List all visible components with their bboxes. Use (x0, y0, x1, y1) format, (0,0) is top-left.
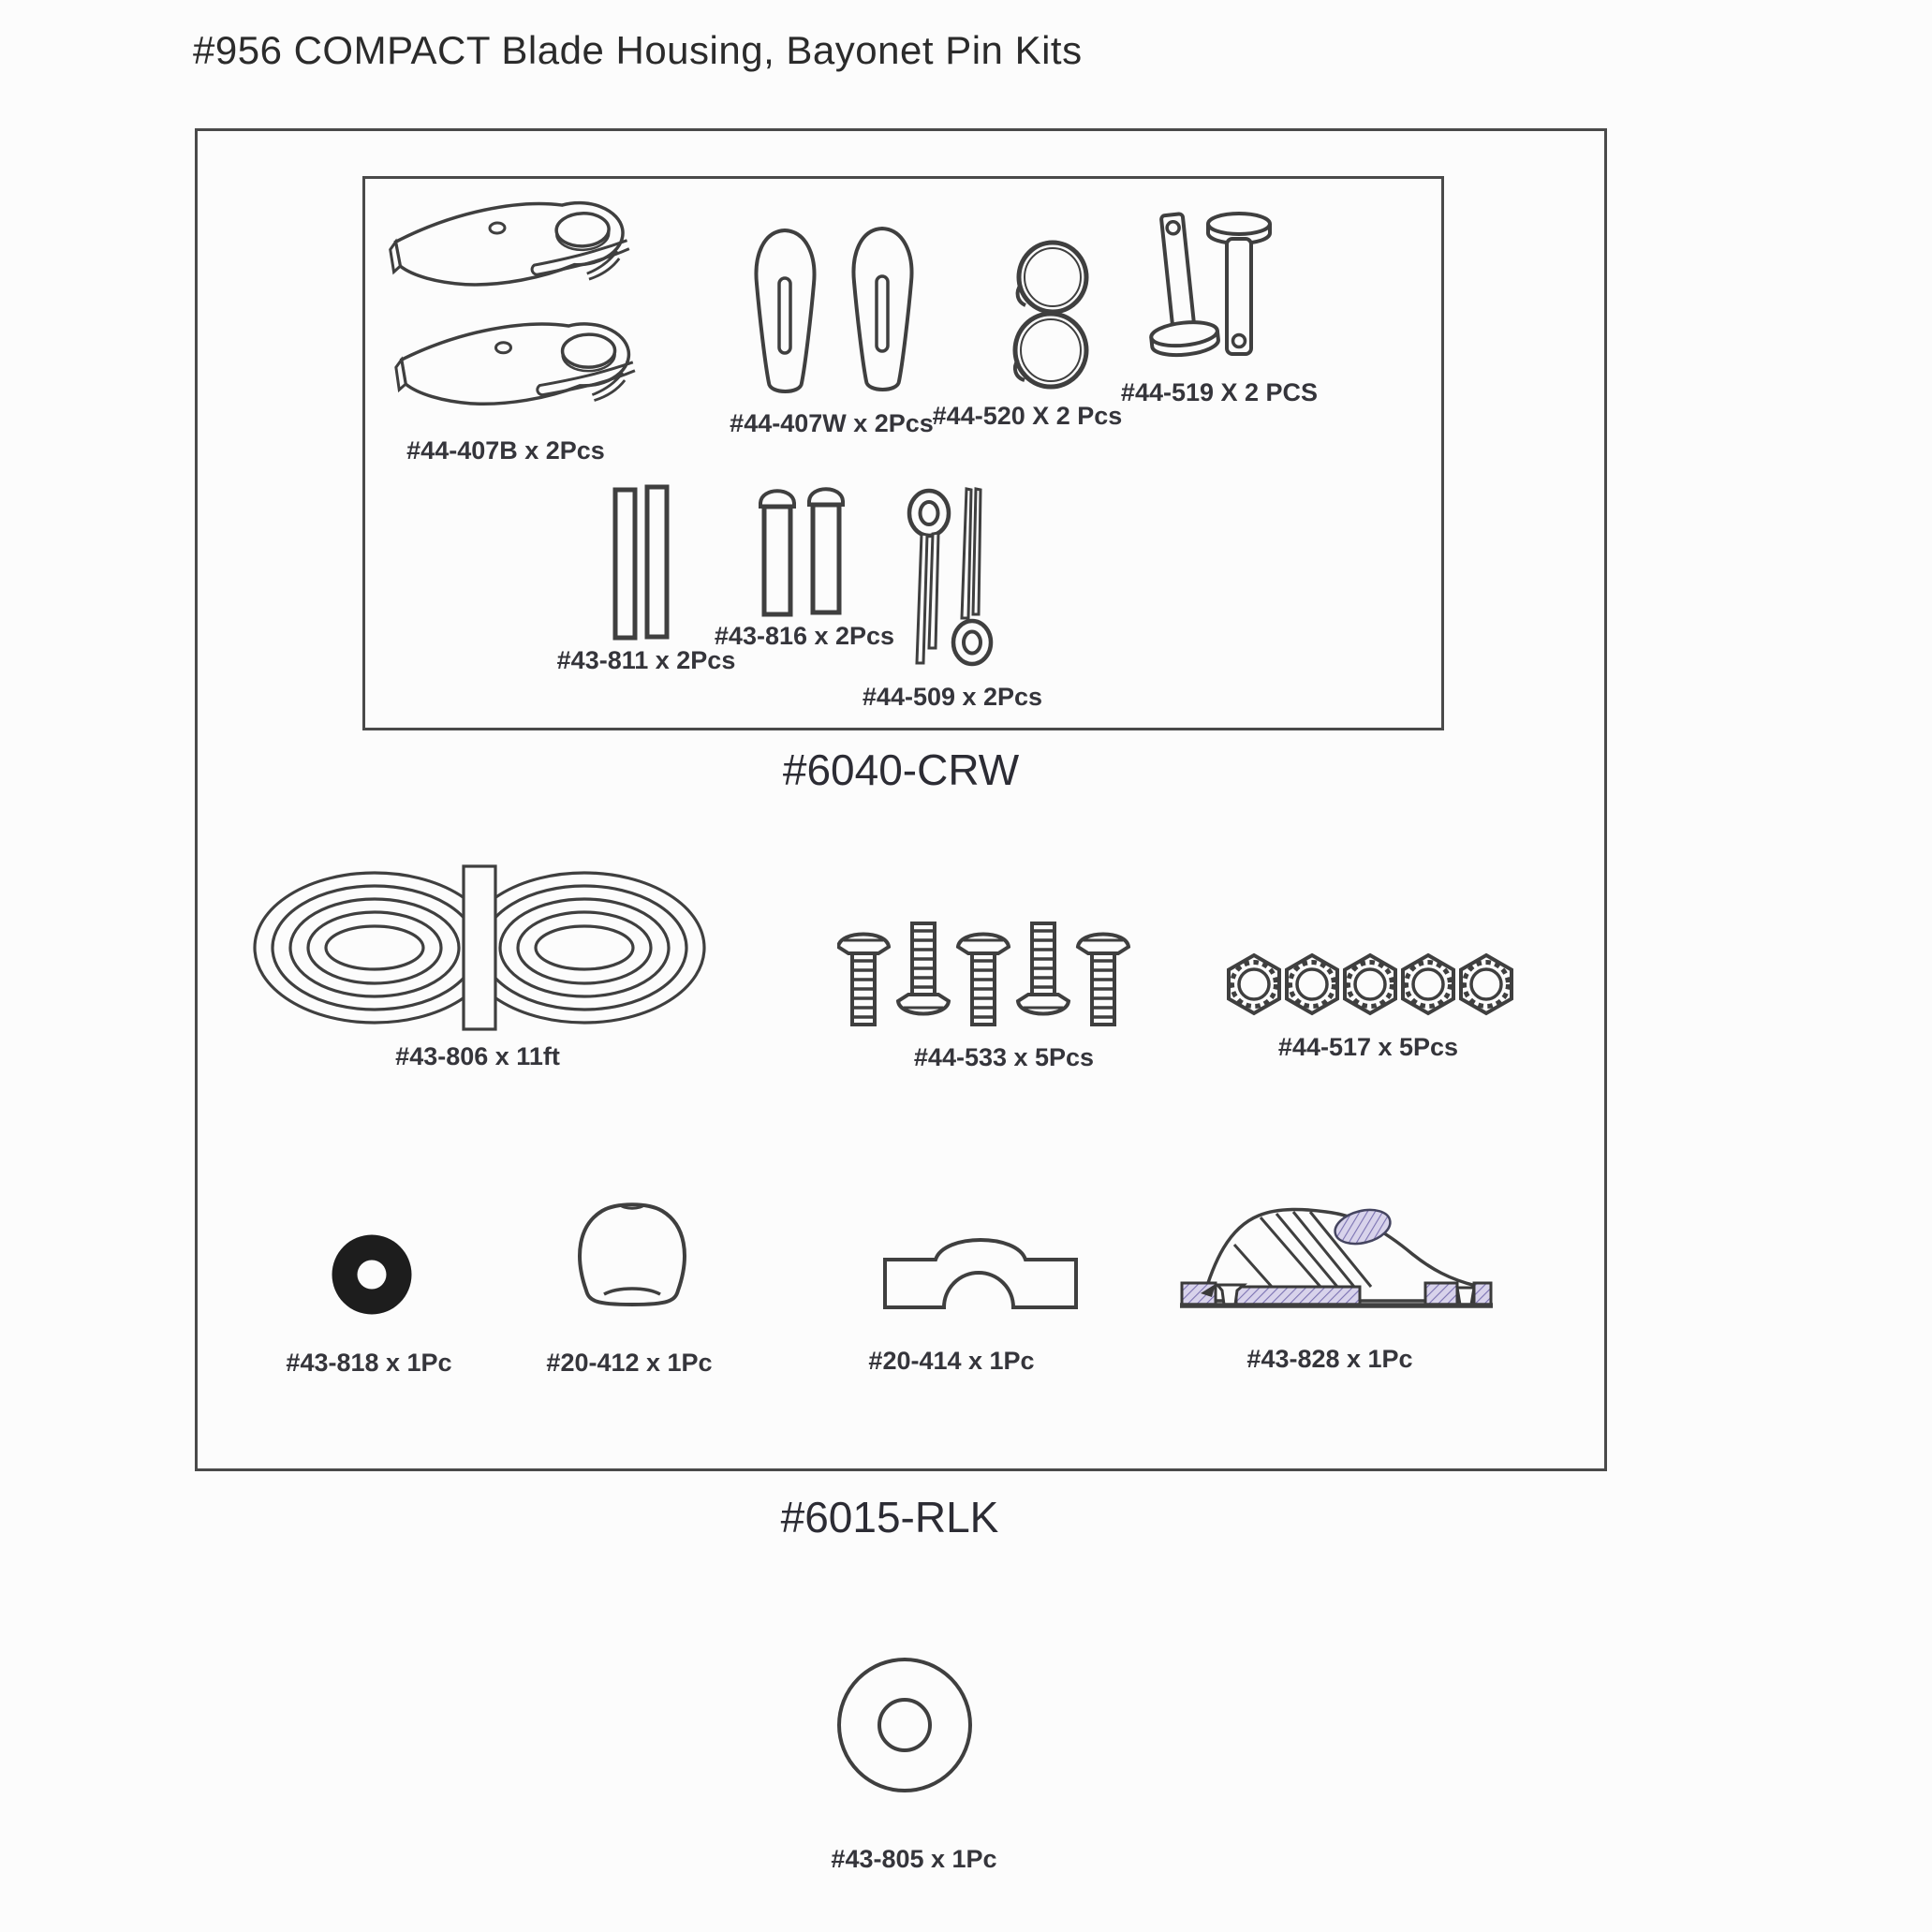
part-43-818-illustration (329, 1231, 415, 1318)
part-43-828-label: #43-828 x 1Pc (1246, 1345, 1413, 1373)
part-43-816-label: #43-816 x 2Pcs (714, 622, 895, 650)
part-20-414-label: #20-414 x 1Pc (868, 1347, 1035, 1375)
part-44-517-label: #44-517 x 5Pcs (1277, 1033, 1459, 1061)
part-44-533-illustration (837, 914, 1137, 1032)
part-20-412-label: #20-412 x 1Pc (546, 1349, 713, 1377)
part-43-811-illustration (611, 483, 672, 644)
part-44-533-label: #44-533 x 5Pcs (913, 1043, 1095, 1071)
part-43-805-illustration (833, 1654, 976, 1796)
page-title: #956 COMPACT Blade Housing, Bayonet Pin Kits (193, 28, 1083, 72)
part-44-407b-illustration (384, 195, 651, 436)
part-43-818-label: #43-818 x 1Pc (286, 1349, 452, 1377)
part-43-806-illustration (245, 862, 714, 1035)
part-44-509-label: #44-509 x 2Pcs (862, 683, 1043, 711)
part-20-414-illustration (882, 1231, 1079, 1311)
part-44-517-illustration (1223, 951, 1515, 1017)
kit-6040-label: #6040-CRW (782, 745, 1020, 794)
part-20-412-illustration (569, 1198, 695, 1318)
part-44-520-illustration (1007, 240, 1096, 397)
part-44-509-illustration (893, 487, 998, 686)
kit-6015-label: #6015-RLK (780, 1493, 999, 1541)
part-44-407b-label: #44-407B x 2Pcs (406, 436, 605, 465)
part-44-520-label: #44-520 X 2 Pcs (932, 402, 1123, 430)
part-43-828-illustration (1178, 1202, 1495, 1318)
part-44-519-label: #44-519 X 2 PCS (1120, 378, 1319, 406)
part-43-806-label: #43-806 x 11ft (395, 1042, 560, 1070)
part-44-407w-label: #44-407W x 2Pcs (730, 409, 934, 437)
part-43-816-illustration (757, 481, 847, 620)
part-44-519-illustration (1141, 210, 1272, 371)
part-44-407w-illustration (738, 219, 925, 406)
part-43-811-label: #43-811 x 2Pcs (556, 646, 736, 674)
part-43-805-label: #43-805 x 1Pc (831, 1845, 997, 1873)
